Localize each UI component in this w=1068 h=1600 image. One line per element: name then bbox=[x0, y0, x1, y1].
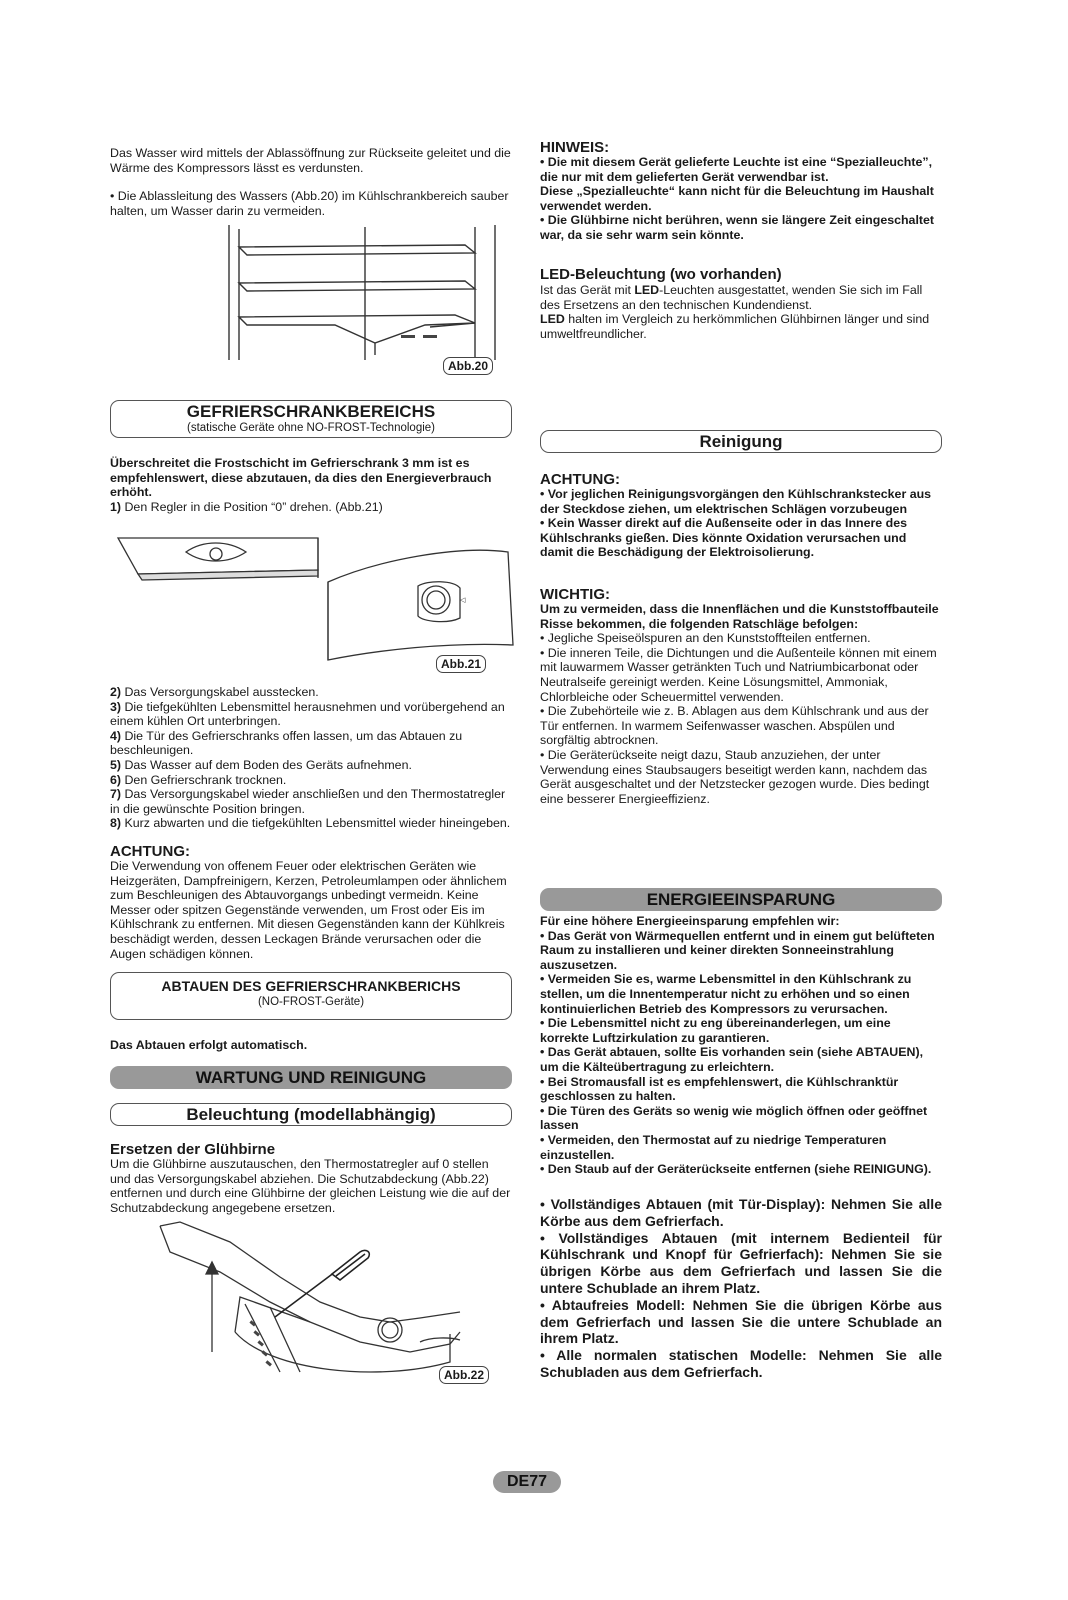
led-text: -Leuchten ausgestattet, wenden Sie sich im Fall des Ersetzens an den technischen Kundendienst. bbox=[540, 283, 923, 312]
step-num: 4) bbox=[110, 728, 122, 743]
figure-20-label: Abb.20 bbox=[443, 357, 493, 375]
step-2 bbox=[110, 685, 512, 700]
section-box-beleuchtung bbox=[110, 1103, 512, 1126]
abtauen-option: • Vollständiges Abtauen (mit Tür-Display): Nehmen Sie alle Körbe aus dem Gefrierfach. bbox=[540, 1196, 942, 1229]
step-1 bbox=[110, 500, 512, 515]
steps-list bbox=[110, 685, 512, 831]
led-text: Ist das Gerät mit bbox=[540, 283, 635, 297]
step-text: Kurz abwarten und die tiefgekühlten Lebensmittel wieder hineingeben. bbox=[121, 816, 511, 831]
led-block bbox=[540, 283, 942, 341]
step-text: Die Tür des Gefrierschranks offen lassen, um das Abtauen zu beschleunigen. bbox=[110, 728, 463, 758]
wichtig-item: • Die Zubehörteile wie z. B. Ablagen aus dem Kühlschrank und aus der Tür entfernen. In warmem Seifenwasser waschen. Abspülen und sorgfältig abtrocknen. bbox=[540, 704, 929, 748]
energie-item: • Das Gerät von Wärmequellen entfernt und in einem gut belüfteten Raum zu installieren und keiner direkten Sonneeinstrahlung auszusetzen. bbox=[540, 928, 935, 972]
section-bar-wartung: WARTUNG UND REINIGUNG bbox=[110, 1066, 512, 1089]
wichtig-block bbox=[540, 602, 942, 806]
led-bold: LED bbox=[634, 283, 660, 297]
energie-item: • Vermeiden Sie es, warme Lebensmittel in den Kühlschrank zu stellen, um die Innentemperatur nicht zu erhöhen und so einen kontinuierlichen Betrieb des Kompressors zu verursachen. bbox=[540, 972, 912, 1016]
energie-item: • Den Staub auf der Geräterückseite entfernen (siehe REINIGUNG). bbox=[540, 1162, 932, 1177]
svg-text:◁: ◁ bbox=[460, 597, 466, 604]
section-title-gefrierschrank: GEFRIERSCHRANKBEREICHS bbox=[186, 402, 436, 421]
gluehbirne-heading: Ersetzen der Glühbirne bbox=[110, 1141, 276, 1158]
abtauen-option: • Vollständiges Abtauen (mit internem Bedienteil für Kühlschrank und Knopf für Gefrierfach): Nehmen Sie sie übrigen Körbe aus dem Gefrierfach und lassen Sie die untere Schublade an ihrem Platz. bbox=[540, 1229, 942, 1296]
achtung-line-2: • Kein Wasser direkt auf die Außenseite oder in das Innere des Kühlschranks gießen. Dies könnte Oxidation verursachen und damit die Beschädigung der Elektroisolierung. bbox=[540, 516, 907, 560]
led-paragraph-1 bbox=[540, 283, 942, 312]
achtung-heading-right: ACHTUNG: bbox=[540, 471, 620, 488]
step-3 bbox=[110, 700, 512, 729]
step-1-text: Den Regler in die Position “0” drehen. (Abb.21) bbox=[121, 500, 383, 514]
intro-paragraph-1: Das Wasser wird mittels der Ablassöffnung zur Rückseite geleitet und die Wärme des Kompressors lässt es verdunsten. bbox=[110, 146, 511, 175]
section-subtitle-gefrierschrank: (statische Geräte ohne NO-FROST-Technologie) bbox=[187, 422, 435, 434]
led-heading: LED-Beleuchtung (wo vorhanden) bbox=[540, 266, 782, 283]
energie-item: Für eine höhere Energieeinsparung empfehlen wir: bbox=[540, 914, 840, 928]
step-num: 6) bbox=[110, 772, 122, 787]
wichtig-intro: Um zu vermeiden, dass die Innenflächen und die Kunststoffbauteile Risse bekommen, die folgenden Ratschläge befolgen: bbox=[540, 602, 939, 631]
step-4 bbox=[110, 729, 512, 758]
section-box-nofrost bbox=[110, 972, 512, 1020]
abtauen-option: • Abtaufreies Modell: Nehmen Sie die übrigen Körbe aus dem Gefrierfach und lassen Sie die untere Schublade an ihrem Platz. bbox=[540, 1296, 942, 1347]
gefrier-intro-bold: Überschreitet die Frostschicht im Gefrierschrank 3 mm ist es empfehlenswert, diese abzutauen, da dies den Energieverbrauch erhöht. bbox=[110, 456, 492, 500]
step-7 bbox=[110, 787, 512, 816]
hinweis-line-3: • Die Glühbirne nicht berühren, wenn sie längere Zeit eingeschaltet war, da sie sehr warm sein könnte. bbox=[540, 213, 935, 242]
figure-21-label: Abb.21 bbox=[436, 655, 486, 673]
led-paragraph-2 bbox=[540, 312, 942, 341]
step-5 bbox=[110, 758, 512, 773]
step-num: 8) bbox=[110, 816, 122, 831]
abtauen-options-block bbox=[540, 1196, 942, 1381]
section-title-reinigung: Reinigung bbox=[699, 432, 783, 451]
page-number-badge: DE77 bbox=[493, 1471, 561, 1493]
led-text: halten im Vergleich zu herkömmlichen Glühbirnen länger und sind umweltfreundlicher. bbox=[540, 312, 930, 341]
step-num: 7) bbox=[110, 787, 122, 802]
figure-20-shelves-illustration bbox=[225, 225, 505, 365]
abtauen-option: • Alle normalen statischen Modelle: Nehmen Sie alle Schubladen aus dem Gefrierfach. bbox=[540, 1347, 942, 1380]
step-1-num: 1) bbox=[110, 500, 122, 514]
section-box-reinigung bbox=[540, 430, 942, 453]
energie-item: • Bei Stromausfall ist es empfehlenswert, die Kühlschranktür geschlossen zu halten. bbox=[540, 1074, 899, 1104]
hinweis-line-1: • Die mit diesem Gerät gelieferte Leuchte ist eine “Spezialleuchte”, die nur mit dem gelieferten Gerät verwendbar ist. bbox=[540, 155, 933, 184]
figure-21-thermostat-illustration bbox=[118, 530, 513, 660]
section-box-gefrierschrank bbox=[110, 400, 512, 438]
energie-item: • Die Türen des Geräts so wenig wie möglich öffnen oder geöffnet lassen bbox=[540, 1103, 928, 1133]
achtung-heading-left: ACHTUNG: bbox=[110, 843, 190, 860]
step-text: Das Wasser auf dem Boden des Geräts aufnehmen. bbox=[121, 757, 412, 772]
figure-22-label: Abb.22 bbox=[439, 1366, 489, 1384]
step-text: Das Versorgungskabel wieder anschließen und den Thermostatregler in die gewünschte Position bringen. bbox=[110, 787, 506, 816]
led-bold: LED bbox=[540, 312, 565, 327]
step-8 bbox=[110, 816, 512, 831]
step-text: Die tiefgekühlten Lebensmittel herausnehmen und vorübergehend an einem kühlen Ort unterbringen. bbox=[110, 699, 505, 729]
wichtig-item: • Jegliche Speiseölspuren an den Kunststoffteilen entfernen. bbox=[540, 631, 871, 646]
step-6 bbox=[110, 773, 512, 788]
achtung-block-right bbox=[540, 487, 942, 560]
step-text: Das Versorgungskabel ausstecken. bbox=[121, 685, 319, 699]
intro-paragraph-2: • Die Ablassleitung des Wassers (Abb.20) im Kühlschrankbereich sauber halten, um Wasser darin zu vermeiden. bbox=[110, 189, 509, 218]
energie-block bbox=[540, 914, 942, 1177]
wichtig-item: • Die Geräterückseite neigt dazu, Staub anzuziehen, der unter Verwendung eines Staubsaugers beseitigt werden kann, nachdem das Gerät ausgeschaltet und der Netzstecker gezogen wurde. Dies bedingt eine besserer Energieeffizienz. bbox=[540, 747, 930, 806]
section-title-nofrost: ABTAUEN DES GEFRIERSCHRANKBERICHS bbox=[161, 978, 461, 994]
wichtig-heading: WICHTIG: bbox=[540, 586, 610, 603]
nofrost-bold: Das Abtauen erfolgt automatisch. bbox=[110, 1038, 308, 1052]
step-num: 5) bbox=[110, 757, 122, 772]
step-text: Den Gefrierschrank trocknen. bbox=[121, 772, 287, 787]
energie-item: • Vermeiden, den Thermostat auf zu niedrige Temperaturen einzustellen. bbox=[540, 1132, 887, 1162]
step-num: 3) bbox=[110, 699, 122, 714]
wichtig-item: • Die inneren Teile, die Dichtungen und die Außenteile können mit einem mit lauwarmem Wasser getränkten Tuch und Natriumbicarbonat oder Neutralseife gereinigt werden. Keine Lösungsmittel, Ammoniak, Chlorbleiche oder Scheuermittel verwenden. bbox=[540, 645, 937, 704]
hinweis-block bbox=[540, 155, 942, 243]
hinweis-heading: HINWEIS: bbox=[540, 139, 610, 156]
energie-item: • Die Lebensmittel nicht zu eng übereinanderlegen, um eine korrekte Luftzirkulation zu garantieren. bbox=[540, 1016, 891, 1045]
section-bar-energie: ENERGIEEINSPARUNG bbox=[540, 888, 942, 911]
achtung-text-left: Die Verwendung von offenem Feuer oder elektrischen Geräten wie Heizgeräten, Dampfreinigern, Kerzen, Petroleumlampen oder ähnlichem zum Beschleunigen des Abtauvorgangs unbedingt vermeidn. Keine Messer oder spitzen Gegenstände verwenden, um Frost oder Eis im Kühlschrank zu entfernen. Mit diesen Gegenständen kann der Kühlkreis beschädigt werden, dessen Leckagen Brände verursachen oder die Augen schädigen können. bbox=[110, 859, 507, 961]
gluehbirne-text: Um die Glühbirne auszutauschen, den Thermostatregler auf 0 stellen und das Versorgungskabel abziehen. Die Schutzabdeckung (Abb.22) entfernen und durch eine Glühbirne der gleichen Leistung wie die auf der Schutzabdeckung angegebene ersetzen. bbox=[110, 1157, 511, 1215]
step-num: 2) bbox=[110, 685, 122, 699]
figure-22-lamp-cover-illustration bbox=[160, 1222, 460, 1382]
section-subtitle-nofrost: (NO-FROST-Geräte) bbox=[257, 996, 365, 1008]
energie-item: • Das Gerät abtauen, sollte Eis vorhanden sein (siehe ABTAUEN), um die Kälteübertragung zu erleichtern. bbox=[540, 1045, 924, 1074]
achtung-line-1: • Vor jeglichen Reinigungsvorgängen den Kühlschrankstecker aus der Steckdose ziehen, um elektrischen Schlägen vorzubeugen bbox=[540, 487, 932, 516]
section-title-beleuchtung: Beleuchtung (modellabhängig) bbox=[186, 1105, 436, 1124]
hinweis-line-2: Diese „Spezialleuchte“ kann nicht für die Beleuchtung im Haushalt verwendet werden. bbox=[540, 184, 934, 213]
